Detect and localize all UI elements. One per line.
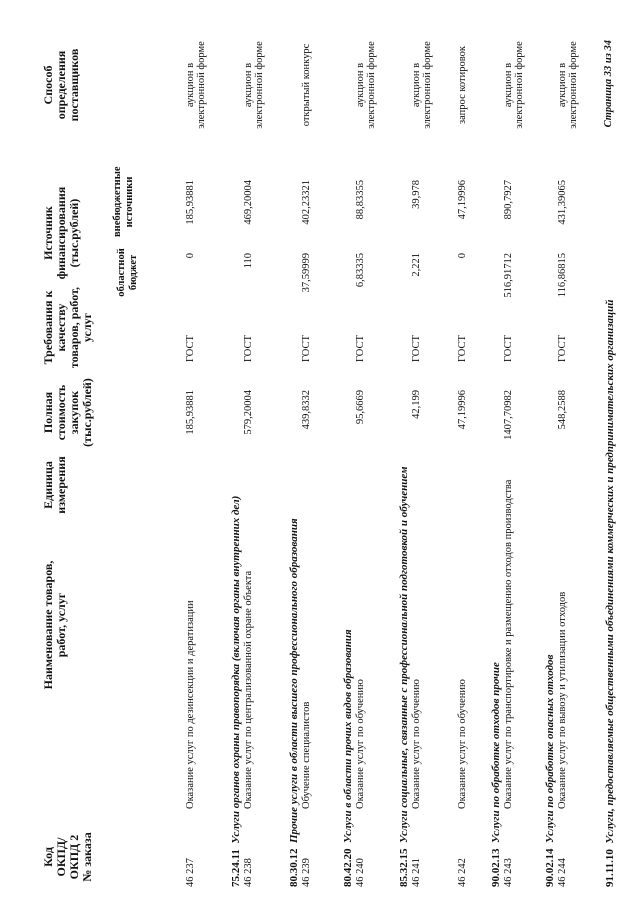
item-name: Оказание услуг по централизованной охране объекта bbox=[243, 570, 254, 809]
requirements: ГОСТ bbox=[411, 335, 422, 362]
group-heading bbox=[398, 466, 410, 887]
procurement-method: аукцион в электронной форме bbox=[185, 41, 207, 129]
requirements: ГОСТ bbox=[301, 335, 312, 362]
group-title: Прочие услуги в области высшего профессионального образования bbox=[288, 518, 300, 843]
external-sources: 185,93881 bbox=[185, 180, 196, 225]
procurement-method: аукцион в электронной форме bbox=[557, 41, 579, 129]
group-code: 91.11.10 bbox=[604, 849, 616, 887]
regional-budget: 2,221 bbox=[411, 253, 422, 277]
group-heading bbox=[544, 655, 556, 887]
header-total: Полная стоимость закупок (тыс.рублей) bbox=[41, 378, 94, 447]
external-sources: 431,39065 bbox=[557, 180, 568, 225]
group-heading bbox=[490, 662, 502, 887]
group-code: 90.02.14 bbox=[544, 848, 556, 887]
order-number: 46 240 bbox=[355, 858, 366, 887]
header-code-line: ОКПД 2 bbox=[67, 834, 81, 880]
requirements: ГОСТ bbox=[185, 335, 196, 362]
requirements: ГОСТ bbox=[457, 335, 468, 362]
external-sources: 890,7927 bbox=[503, 180, 514, 220]
page-number: Страница 33 из 34 bbox=[603, 40, 614, 128]
procurement-method: открытый конкурс bbox=[301, 43, 312, 127]
item-name: Оказание услуг по дезинсекции и дератизации bbox=[185, 600, 196, 809]
requirements: ГОСТ bbox=[355, 335, 366, 362]
procurement-method: аукцион в электронной форме bbox=[503, 41, 525, 129]
total-cost: 1407,70982 bbox=[503, 390, 514, 440]
header-name: Наименование товаров, работ, услуг bbox=[41, 560, 68, 690]
order-number: 46 243 bbox=[503, 858, 514, 887]
item-name: Оказание услуг по обучению bbox=[457, 679, 468, 809]
group-code: 80.30.12 bbox=[288, 848, 300, 887]
total-cost: 95,6669 bbox=[355, 390, 366, 425]
total-cost: 548,2588 bbox=[557, 390, 568, 430]
regional-budget: 37,59999 bbox=[301, 253, 312, 293]
group-heading bbox=[342, 629, 354, 887]
header-code-line: Код bbox=[41, 847, 55, 867]
regional-budget: 0 bbox=[185, 253, 196, 259]
group-title: Услуги по обработке отходов прочие bbox=[490, 662, 502, 843]
external-sources: 39,978 bbox=[411, 180, 422, 209]
item-name: Оказание услуг по обучению bbox=[355, 679, 366, 809]
group-title: Услуги социальные, связанные с профессиональной подготовкой и обучением bbox=[398, 466, 410, 843]
header-unit: Единица измерения bbox=[41, 456, 68, 514]
group-code: 80.42.20 bbox=[342, 848, 354, 887]
total-cost: 47,19996 bbox=[457, 390, 468, 430]
total-cost: 579,20004 bbox=[243, 390, 254, 435]
requirements: ГОСТ bbox=[243, 335, 254, 362]
regional-budget: 6,83335 bbox=[355, 253, 366, 288]
group-title: Услуги по обработке опасных отходов bbox=[544, 654, 556, 843]
order-number: 46 239 bbox=[301, 858, 312, 887]
regional-budget: 116,86815 bbox=[557, 253, 568, 298]
order-number: 46 242 bbox=[457, 858, 468, 887]
order-number: 46 244 bbox=[557, 858, 568, 887]
external-sources: 47,19996 bbox=[457, 180, 468, 220]
header-code-line: № заказа bbox=[80, 832, 94, 882]
item-name: Обучение специалистов bbox=[301, 701, 312, 809]
procurement-method: запрос котировок bbox=[457, 46, 468, 124]
procurement-method: аукцион в электронной форме bbox=[243, 41, 265, 129]
item-name: Оказание услуг по транспортировке и размещению отходов производства bbox=[503, 479, 514, 809]
group-title: Услуги в области прочих видов образования bbox=[342, 629, 354, 843]
item-name: Оказание услуг по вывозу и утилизации отходов bbox=[557, 591, 568, 809]
header-funding: Источник финансирования (тыс.рублей) bbox=[41, 186, 81, 280]
group-code: 75.24.11 bbox=[230, 849, 242, 887]
total-cost: 185,93881 bbox=[185, 390, 196, 435]
header-method: Способ определения поставщиков bbox=[41, 48, 81, 122]
regional-budget: 110 bbox=[243, 253, 254, 269]
group-heading bbox=[230, 496, 242, 887]
procurement-method: аукцион в электронной форме bbox=[411, 41, 433, 129]
header-code-line: ОКПД/ bbox=[54, 837, 68, 877]
group-title: Услуги органов охраны правопорядка (включая органы внутренних дел) bbox=[230, 495, 242, 844]
header-requirements: Требования к качеству товаров, работ, услуг bbox=[41, 286, 94, 369]
item-name: Оказание услуг по обучению bbox=[411, 679, 422, 809]
order-number: 46 238 bbox=[243, 858, 254, 887]
order-number: 46 237 bbox=[185, 858, 196, 887]
regional-budget: 0 bbox=[457, 253, 468, 259]
external-sources: 88,83355 bbox=[355, 180, 366, 220]
group-code: 85.32.15 bbox=[398, 848, 410, 887]
regional-budget: 516,91712 bbox=[503, 253, 514, 298]
external-sources: 469,20004 bbox=[243, 180, 254, 225]
group-title: Услуги, предоставляемые общественными объединениями коммерческих и предпринимательских организаций bbox=[604, 299, 616, 844]
group-heading bbox=[288, 518, 300, 887]
requirements: ГОСТ bbox=[557, 335, 568, 362]
external-sources: 402,23321 bbox=[301, 180, 312, 225]
order-number: 46 241 bbox=[411, 858, 422, 887]
group-heading bbox=[604, 300, 616, 887]
header-funding-regional: областной бюджет bbox=[116, 248, 139, 297]
procurement-method: аукцион в электронной форме bbox=[355, 41, 377, 129]
header-code bbox=[42, 827, 94, 887]
header-funding-external: внебюджетные источники bbox=[112, 166, 135, 237]
group-code: 90.02.13 bbox=[490, 848, 502, 887]
requirements: ГОСТ bbox=[503, 335, 514, 362]
total-cost: 42,199 bbox=[411, 390, 422, 419]
total-cost: 439,8332 bbox=[301, 390, 312, 430]
